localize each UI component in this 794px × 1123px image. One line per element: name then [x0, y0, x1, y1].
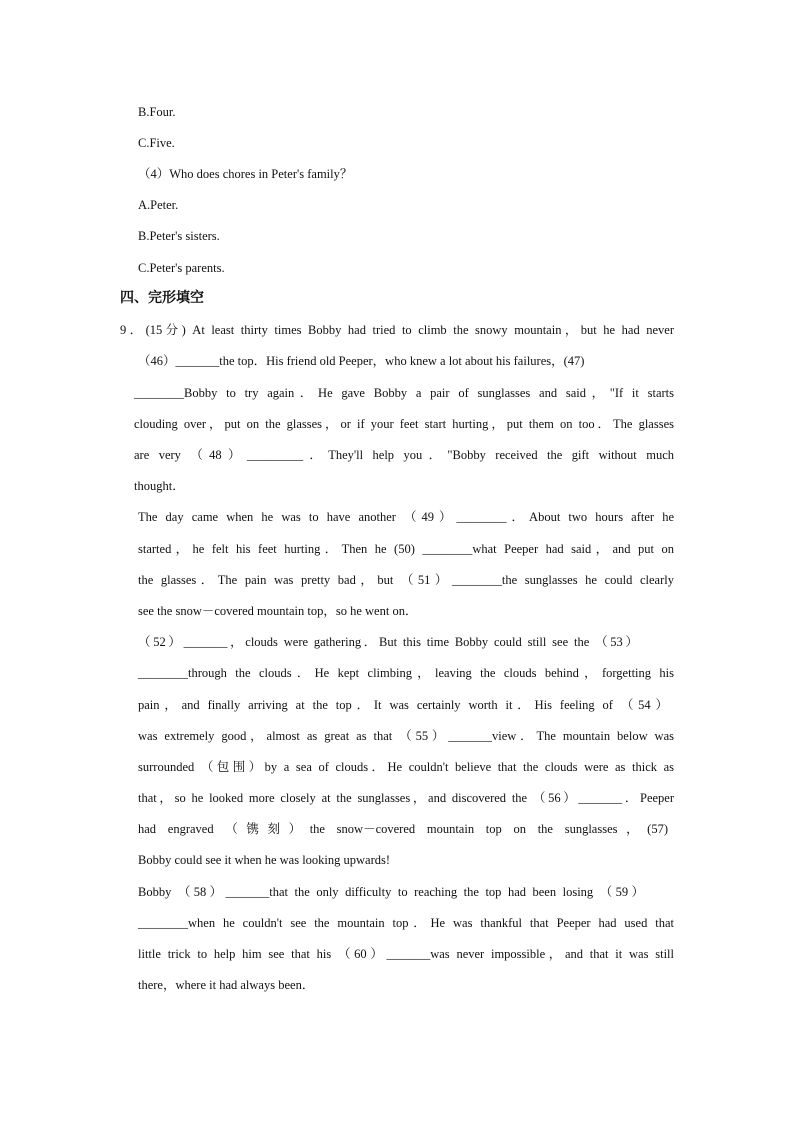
passage-line: started，he felt his feet hurting．Then he (50) ________what Peeper had said，and put on [138, 542, 674, 556]
passage-line: little trick to help him see that his （60）_______was never impossible，and that it was still [138, 947, 674, 961]
passage-line: that，so he looked more closely at the sunglasses，and discovered the （56）_______．Peeper [138, 791, 674, 805]
passage-line: the glasses．The pain was pretty bad，but （51）________the sunglasses he could clearly [138, 573, 674, 587]
option-c-five: C.Five. [138, 136, 175, 150]
passage-line: ________when he couldn't see the mountain top．He was thankful that Peeper had used that [138, 916, 674, 930]
question-4-option-a: A.Peter. [138, 198, 179, 212]
question-4-option-c: C.Peter's parents. [138, 261, 225, 275]
passage-line: Bobby （58）_______that the only difficulty to reaching the top had been losing （59） [138, 885, 644, 899]
passage-line: there，where it had always been． [138, 978, 315, 992]
passage-line: pain，and finally arriving at the top．It was certainly worth it．His feeling of （54） [138, 698, 668, 712]
passage-line: ________through the clouds．He kept climbing，leaving the clouds behind，forgetting his [138, 666, 674, 680]
passage-line: was extremely good，almost as great as that （55）_______view．The mountain below was [138, 729, 674, 743]
section-heading: 四、完形填空 [120, 290, 204, 306]
question-4-stem: （4）Who does chores in Peter's family？ [138, 167, 353, 181]
passage-line: （52）_______，clouds were gathering．But this time Bobby could still see the （53） [138, 635, 638, 649]
passage-line: are very （48）_________．They'll help you．"Bobby received the gift without much [134, 448, 674, 462]
passage-line: surrounded （包围）by a sea of clouds．He couldn't believe that the clouds were as thick as [138, 760, 674, 774]
passage-line: had engraved （镌刻）the snow－covered mountain top on the sunglasses，(57) [138, 822, 668, 836]
passage-line: 9．(15分) At least thirty times Bobby had tried to climb the snowy mountain，but he had never [120, 323, 674, 337]
question-4-option-b: B.Peter's sisters. [138, 229, 220, 243]
option-b-four: B.Four. [138, 105, 176, 119]
passage-line: thought． [134, 479, 185, 493]
passage-line: see the snow－covered mountain top，so he went on． [138, 604, 418, 618]
passage-line: （46）_______the top．His friend old Peeper，who knew a lot about his failures，(47) [138, 354, 585, 368]
passage-line: ________Bobby to try again．He gave Bobby a pair of sunglasses and said，"If it starts [134, 386, 674, 400]
passage-line: clouding over，put on the glasses，or if your feet start hurting，put them on too．The glasses [134, 417, 674, 431]
passage-line: Bobby could see it when he was looking upwards! [138, 853, 391, 867]
passage-line: The day came when he was to have another （49）________．About two hours after he [138, 510, 674, 524]
